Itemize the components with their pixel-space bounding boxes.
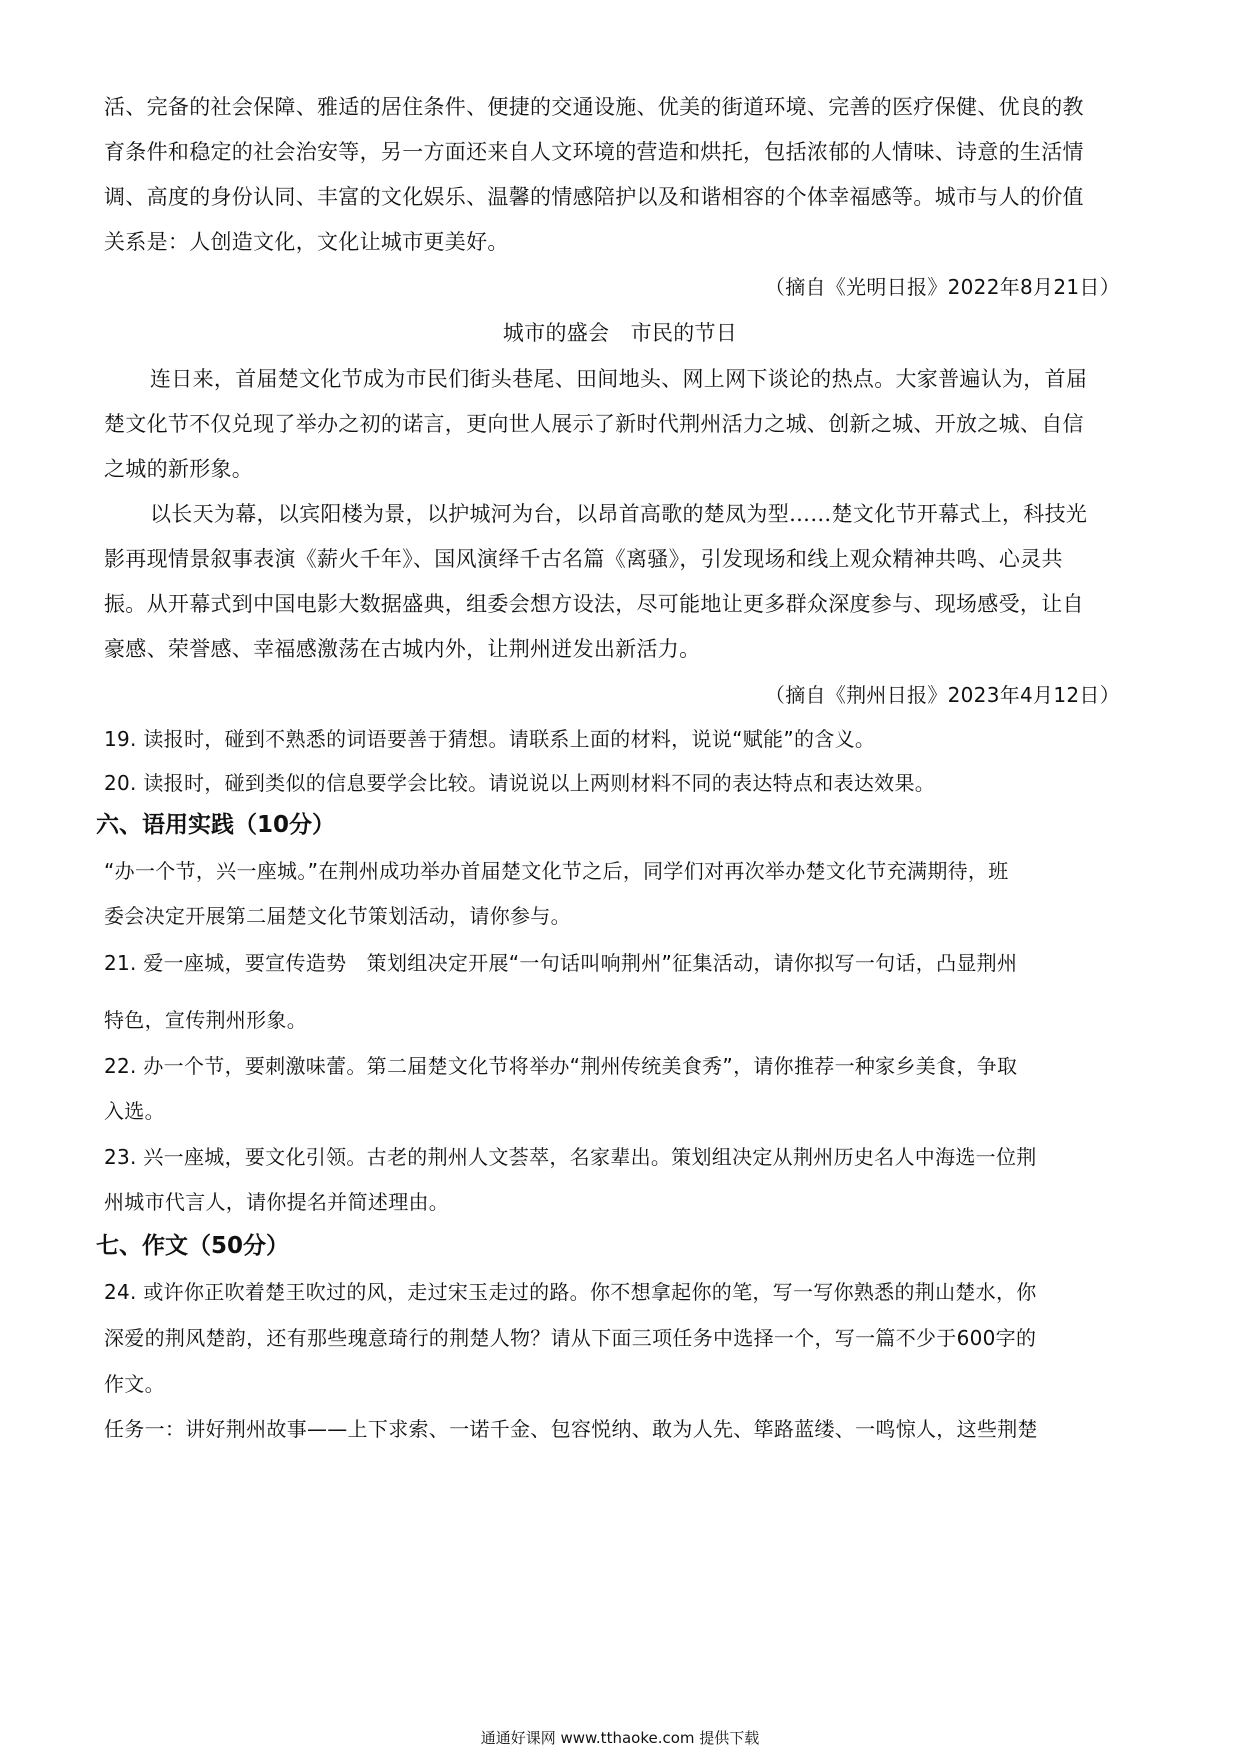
- question-24-cont: 作文。: [104, 1372, 165, 1396]
- passage2-line: 之城的新形象。: [104, 457, 254, 481]
- question-24-cont: 深爱的荆风楚韵，还有那些瑰意琦行的荆楚人物？请从下面三项任务中选择一个，写一篇不少于600字的: [104, 1326, 1037, 1350]
- passage2-title: 城市的盛会 市民的节日: [502, 321, 738, 345]
- question-22-cont: 入选。: [104, 1099, 165, 1123]
- question-20: 20. 读报时，碰到类似的信息要学会比较。请说说以上两则材料不同的表达特点和表达效果。: [104, 771, 936, 795]
- section-heading-7: 七、作文（50分）: [96, 1233, 290, 1259]
- passage2-line: 连日来，首届楚文化节成为市民们街头巷尾、田间地头、网上网下谈论的热点。大家普遍认为，首届: [150, 367, 1088, 391]
- question-21: 21. 爱一座城，要宣传造势 策划组决定开展“一句话叫响荆州”征集活动，请你拟写一句话，凸显荆州: [104, 951, 1018, 975]
- passage2-line: 豪感、荣誉感、幸福感激荡在古城内外，让荆州迸发出新活力。: [104, 637, 701, 661]
- question-24: 24. 或许你正吹着楚王吹过的风，走过宋玉走过的路。你不想拿起你的笔，写一写你熟悉的荆山楚水，你: [104, 1280, 1037, 1304]
- question-23-cont: 州城市代言人，请你提名并简述理由。: [104, 1190, 450, 1214]
- question-21-cont: 特色，宣传荆州形象。: [104, 1008, 307, 1032]
- passage2-line: 以长天为幕，以宾阳楼为景，以护城河为台，以昂首高歌的楚凤为型……楚文化节开幕式上，科技光: [150, 502, 1088, 526]
- passage1-source: （摘自《光明日报》2022年8月21日）: [764, 275, 1120, 299]
- passage1-line: 调、高度的身份认同、丰富的文化娱乐、温馨的情感陪护以及和谐相容的个体幸福感等。城市与人的价值: [104, 185, 1084, 209]
- question-22: 22. 办一个节，要刺激味蕾。第二届楚文化节将举办“荆州传统美食秀”，请你推荐一种家乡美食，争取: [104, 1054, 1018, 1078]
- section6-intro-line: “办一个节，兴一座城。”在荆州成功举办首届楚文化节之后，同学们对再次举办楚文化节充满期待，班: [104, 859, 1009, 883]
- task-1: 任务一：讲好荆州故事——上下求索、一诺千金、包容悦纳、敢为人先、筚路蓝缕、一鸣惊人，这些荆楚: [104, 1417, 1038, 1441]
- section-heading-6: 六、语用实践（10分）: [96, 812, 336, 838]
- passage2-line: 楚文化节不仅兑现了举办之初的诺言，更向世人展示了新时代荆州活力之城、创新之城、开放之城、自信: [104, 412, 1084, 436]
- passage1-line: 关系是：人创造文化，文化让城市更美好。: [104, 230, 509, 254]
- passage2-line: 振。从开幕式到中国电影大数据盛典，组委会想方设法，尽可能地让更多群众深度参与、现场感受，让自: [104, 592, 1084, 616]
- question-23: 23. 兴一座城，要文化引领。古老的荆州人文荟萃，名家辈出。策划组决定从荆州历史名人中海选一位荆: [104, 1145, 1037, 1169]
- question-19: 19. 读报时，碰到不熟悉的词语要善于猜想。请联系上面的材料，说说“赋能”的含义。: [104, 727, 876, 751]
- passage1-line: 活、完备的社会保障、雅适的居住条件、便捷的交通设施、优美的街道环境、完善的医疗保健、优良的教: [104, 95, 1084, 119]
- section6-intro-line: 委会决定开展第二届楚文化节策划活动，请你参与。: [104, 904, 571, 928]
- passage2-source: （摘自《荆州日报》2023年4月12日）: [764, 683, 1120, 707]
- passage1-line: 育条件和稳定的社会治安等，另一方面还来自人文环境的营造和烘托，包括浓郁的人情味、诗意的生活情: [104, 140, 1084, 164]
- page-footer: 通通好课网 www.tthaoke.com 提供下载: [480, 1729, 760, 1747]
- passage2-line: 影再现情景叙事表演《薪火千年》、国风演绎千古名篇《离骚》，引发现场和线上观众精神共鸣、心灵共: [104, 547, 1063, 571]
